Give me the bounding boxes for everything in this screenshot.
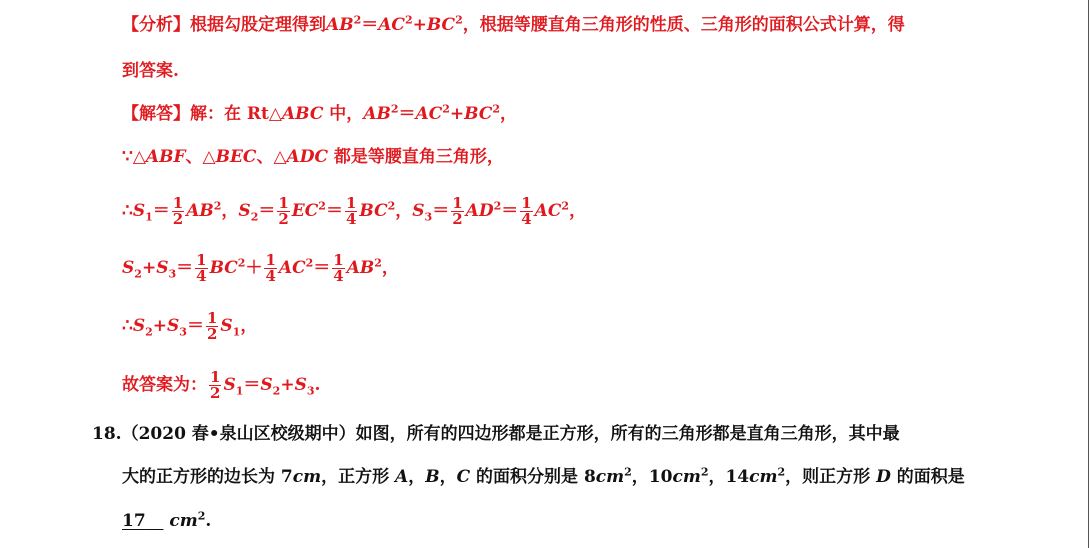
solution-label: 【解答】 (122, 104, 190, 124)
page-border (1088, 0, 1089, 548)
solution-intro: 【解答】解：在 Rt△ABC 中，$AB^2=AC^2+BC^2$， (122, 102, 518, 124)
analysis-line-1: 【分析】根据勾股定理得到$AB^2=AC^2+BC^2$，根据等腰直角三角形的性质、三角形的面积公式计算，得 (122, 13, 905, 35)
solution-sum: $S_2+S_3=$ $\frac{1}{4}$ $BC^2+$ $\frac{1}{4}$ $AC^2=$ $\frac{1}{4}$ $AB^2$， (122, 251, 399, 285)
solution-therefore-2: $\therefore S_2+S_3=$ $\frac{1}{2}$ $S_1$， (122, 309, 258, 343)
solution-because: ∵△ABF、△BEC、△ADC 都是等腰直角三角形， (122, 147, 504, 167)
solution-answer: 故答案为： $\frac{1}{2}$ $S_1=S_2+S_3$. (122, 368, 321, 402)
analysis-line-2: 到答案. (122, 61, 179, 81)
answer-blank: 17 (122, 511, 146, 531)
question-18-line-1: 18.（2020 春•泉山区校级期中）如图，所有的四边形都是正方形，所有的三角形都是直角三角形，其中最 (92, 424, 900, 444)
question-18-line-2: 大的正方形的边长为 7cm，正方形 A，B，C 的面积分别是 $8cm^2$，$10cm^2$，$14cm^2$，则正方形 D 的面积是 (122, 465, 965, 487)
solution-therefore-1: $\therefore S_1=$ $\frac{1}{2}$ $AB^2$，$S_2=$ $\frac{1}{2}$ $EC^2=$ $\frac{1}{4}$ $BC^2$，$S_3=$ $\frac{1}{2}$ $AD^2=$ $\frac{1}{4}$ $AC^2$， (122, 194, 587, 228)
question-number: 18. (92, 424, 122, 444)
analysis-label: 【分析】 (122, 15, 190, 35)
question-18-answer: 17 $cm^2$. (122, 509, 212, 531)
